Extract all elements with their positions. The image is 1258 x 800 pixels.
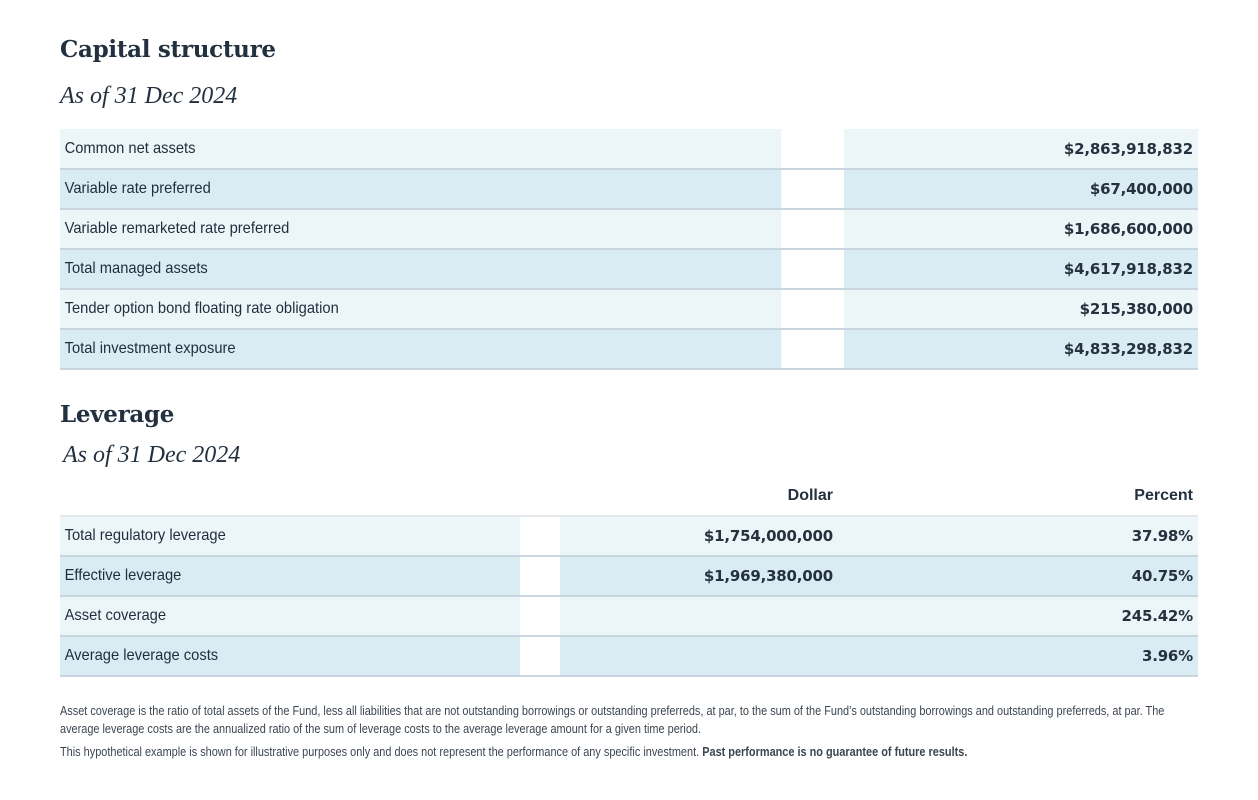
row-label: Total investment exposure xyxy=(60,329,781,369)
row-value: $4,833,298,832 xyxy=(844,329,1198,369)
header-label-column xyxy=(60,476,560,516)
row-value: $4,617,918,832 xyxy=(844,249,1198,289)
row-label: Effective leverage xyxy=(60,556,520,596)
row-value: $215,380,000 xyxy=(844,289,1198,329)
disclaimer xyxy=(60,743,1198,761)
row-value: $1,686,600,000 xyxy=(844,209,1198,249)
footnotes xyxy=(60,702,1198,761)
table-row xyxy=(60,556,1198,596)
capital-structure-table xyxy=(60,129,1198,370)
row-label: Common net assets xyxy=(60,129,781,169)
table-header-row xyxy=(60,476,1198,516)
row-label: Tender option bond floating rate obligation xyxy=(60,289,781,329)
asset-coverage-definition: Asset coverage is the ratio of total assets of the Fund, less all liabilities that are not outstanding borrowings or outstanding preferreds, at par, to the sum of the Fund’s outstanding borrowings and outstanding preferreds, at par. The average leverage costs are the annualized ratio of the sum of leverage costs to the average leverage amount for a given time period. xyxy=(60,703,1165,736)
table-row xyxy=(60,169,1198,209)
row-percent: 40.75% xyxy=(838,556,1198,596)
table-row xyxy=(60,596,1198,636)
disclaimer-text: This hypothetical example is shown for illustrative purposes only and does not represent the performance of any specific investment. xyxy=(60,744,700,759)
row-dollar xyxy=(560,636,838,676)
row-dollar: $1,969,380,000 xyxy=(560,556,838,596)
table-row xyxy=(60,329,1198,369)
row-label: Variable remarketed rate preferred xyxy=(60,209,781,249)
row-label: Asset coverage xyxy=(60,596,520,636)
capital-structure-as-of-date: As of 31 Dec 2024 xyxy=(60,83,238,109)
table-row xyxy=(60,289,1198,329)
header-dollar: Dollar xyxy=(560,476,838,516)
disclaimer-bold: Past performance is no guarantee of future results. xyxy=(702,744,968,759)
leverage-table xyxy=(60,476,1198,677)
row-label: Average leverage costs xyxy=(60,636,520,676)
row-value: $2,863,918,832 xyxy=(844,129,1198,169)
table-row xyxy=(60,516,1198,556)
row-value: $67,400,000 xyxy=(844,169,1198,209)
row-percent: 3.96% xyxy=(838,636,1198,676)
table-row xyxy=(60,209,1198,249)
leverage-title: Leverage xyxy=(60,401,175,428)
table-row xyxy=(60,249,1198,289)
row-label: Total managed assets xyxy=(60,249,781,289)
capital-structure-title: Capital structure xyxy=(60,36,276,63)
header-percent: Percent xyxy=(838,476,1198,516)
row-dollar xyxy=(560,596,838,636)
table-row xyxy=(60,129,1198,169)
row-label: Variable rate preferred xyxy=(60,169,781,209)
table-row xyxy=(60,636,1198,676)
row-label: Total regulatory leverage xyxy=(60,516,520,556)
leverage-as-of-date: As of 31 Dec 2024 xyxy=(63,442,241,468)
row-percent: 245.42% xyxy=(838,596,1198,636)
row-dollar: $1,754,000,000 xyxy=(560,516,838,556)
row-percent: 37.98% xyxy=(838,516,1198,556)
